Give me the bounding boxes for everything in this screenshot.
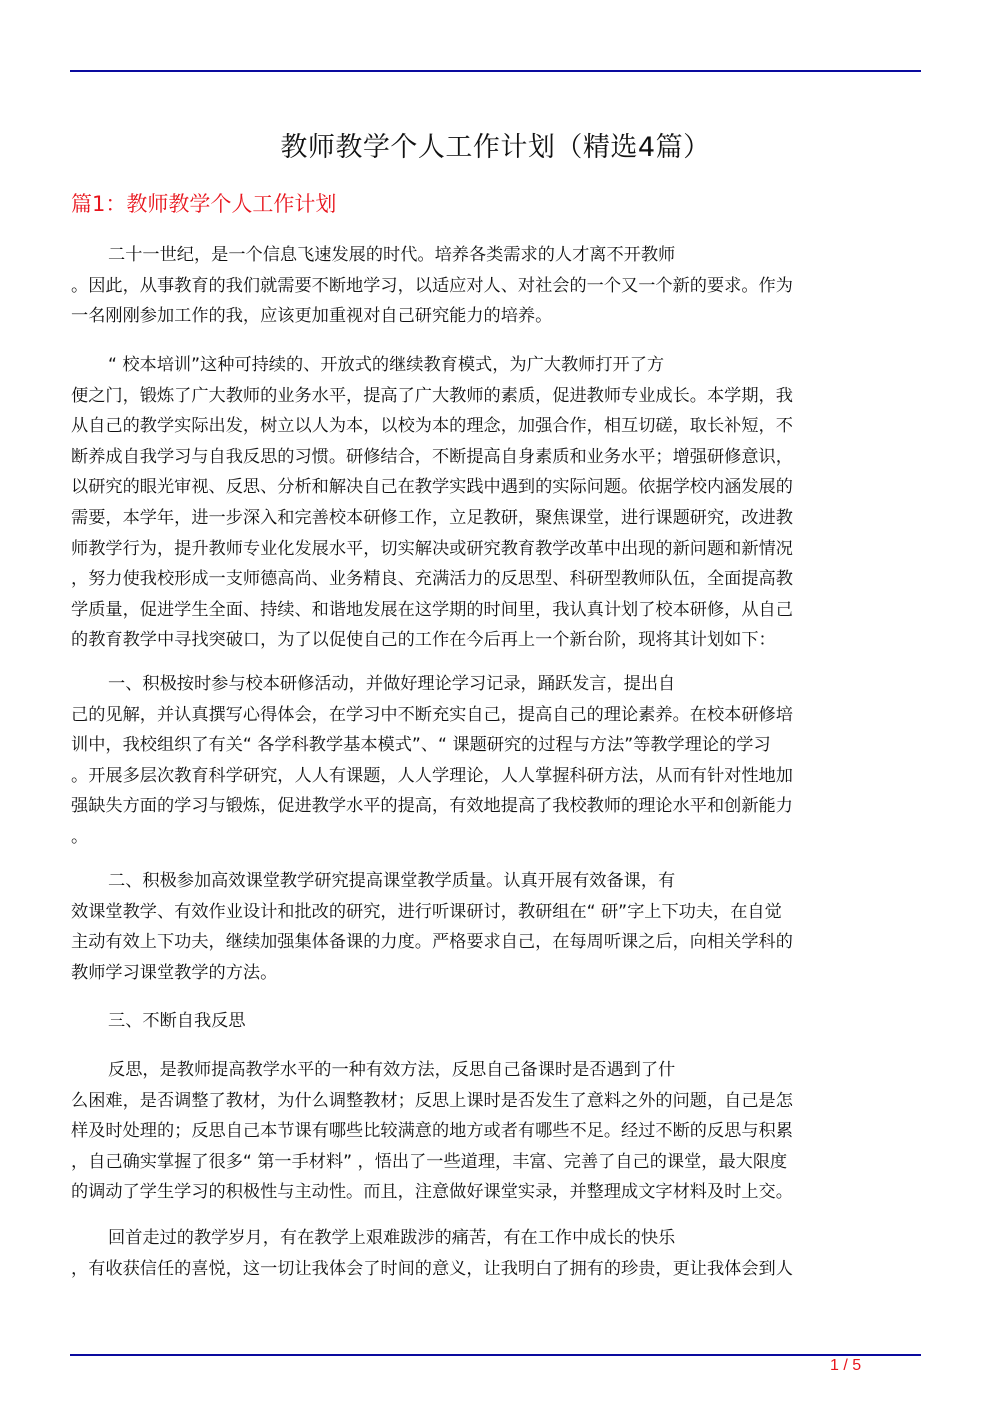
text-line: “ 校本培训”这种可持续的、开放式的继续教育模式，为广大教师打开了方 bbox=[108, 355, 665, 375]
text-line: 从自己的教学实际出发，树立以人为本，以校为本的理念，加强合作，相互切磋，取长补短，不 bbox=[71, 416, 793, 437]
text-line: 。 bbox=[71, 826, 89, 847]
text-line: 以研究的眼光审视、反思、分析和解决自己在教学实践中遇到的实际问题。依据学校内涵发展的 bbox=[71, 477, 793, 498]
text-line: 教师学习课堂教学的方法。 bbox=[71, 962, 278, 983]
paragraph-point-two bbox=[71, 866, 913, 988]
text-line: 。开展多层次教育科学研究，人人有课题，人人学理论，人人掌握科研方法，从而有针对性地加 bbox=[71, 765, 793, 786]
text-line: 二、积极参加高效课堂教学研究提高课堂教学质量。认真开展有效备课，有 bbox=[108, 871, 676, 891]
paragraph-point-three-heading bbox=[71, 1006, 913, 1037]
text-line: 的教育教学中寻找突破口，为了以促使自己的工作在今后再上一个新台阶，现将其计划如下： bbox=[71, 630, 776, 651]
text-line: 强缺失方面的学习与锻炼，促进教学水平的提高，有效地提高了我校教师的理论水平和创新能力 bbox=[71, 796, 793, 817]
section-heading: 篇1：教师教学个人工作计划 bbox=[71, 192, 337, 216]
text-line: 的调动了学生学习的积极性与主动性。而且，注意做好课堂实录，并整理成文字材料及时上交。 bbox=[71, 1182, 793, 1203]
text-line: 己的见解，并认真撰写心得体会，在学习中不断充实自己，提高自己的理论素养。在校本研修培 bbox=[71, 704, 793, 725]
paragraph-intro bbox=[71, 240, 913, 332]
document-title: 教师教学个人工作计划（精选4篇） bbox=[280, 132, 711, 163]
text-line: 二十一世纪，是一个信息飞速发展的时代。培养各类需求的人才离不开教师 bbox=[108, 245, 676, 265]
text-line: 反思，是教师提高教学水平的一种有效方法，反思自己备课时是否遇到了什 bbox=[108, 1060, 676, 1080]
text-line: 需要，本学年，进一步深入和完善校本研修工作，立足教研，聚焦课堂，进行课题研究，改进教 bbox=[71, 507, 793, 528]
text-line: 三、不断自我反思 bbox=[108, 1011, 246, 1031]
footer-rule bbox=[70, 1354, 921, 1356]
text-line: ，努力使我校形成一支师德高尚、业务精良、充满活力的反思型、科研型教师队伍，全面提高教 bbox=[71, 569, 793, 590]
text-line: 师教学行为，提升教师专业化发展水平，切实解决或研究教育教学改革中出现的新问题和新情况 bbox=[71, 538, 793, 559]
text-line: 样及时处理的；反思自己本节课有哪些比较满意的地方或者有哪些不足。经过不断的反思与积累 bbox=[71, 1121, 793, 1142]
paragraph-looking-back bbox=[71, 1223, 913, 1284]
paragraph-school-training bbox=[71, 350, 913, 656]
text-line: 回首走过的教学岁月，有在教学上艰难跋涉的痛苦，有在工作中成长的快乐 bbox=[108, 1228, 676, 1248]
text-line: 。因此，从事教育的我们就需要不断地学习，以适应对人、对社会的一个又一个新的要求。作为 bbox=[71, 275, 793, 296]
text-line: 一、积极按时参与校本研修活动，并做好理论学习记录，踊跃发言，提出自 bbox=[108, 674, 676, 694]
text-line: ，自己确实掌握了很多“ 第一手材料” ，悟出了一些道理，丰富、完善了自己的课堂，最大限度 bbox=[71, 1151, 788, 1172]
text-line: 断养成自我学习与自我反思的习惯。研修结合，不断提高自身素质和业务水平；增强研修意识， bbox=[71, 446, 793, 467]
text-line: 主动有效上下功夫，继续加强集体备课的力度。严格要求自己，在每周听课之后，向相关学科的 bbox=[71, 932, 793, 953]
text-line: 训中，我校组织了有关“ 各学科教学基本模式”、“ 课题研究的过程与方法”等教学理论的学习 bbox=[71, 735, 771, 756]
page-number: 1 / 5 bbox=[830, 1357, 862, 1374]
text-line: 么困难，是否调整了教材，为什么调整教材；反思上课时是否发生了意料之外的问题，自己是怎 bbox=[71, 1090, 793, 1111]
text-line: 学质量，促进学生全面、持续、和谐地发展在这学期的时间里，我认真计划了校本研修，从自己 bbox=[71, 599, 793, 620]
text-line: ，有收获信任的喜悦，这一切让我体会了时间的意义，让我明白了拥有的珍贵，更让我体会到人 bbox=[71, 1258, 793, 1279]
text-line: 效课堂教学、有效作业设计和批改的研究，进行听课研讨，教研组在“ 研”字上下功夫，在自觉 bbox=[71, 901, 782, 922]
paragraph-point-one bbox=[71, 669, 913, 853]
text-line: 一名刚刚参加工作的我，应该更加重视对自己研究能力的培养。 bbox=[71, 306, 553, 327]
paragraph-reflection bbox=[71, 1055, 913, 1208]
text-line: 便之门，锻炼了广大教师的业务水平，提高了广大教师的素质，促进教师专业成长。本学期，我 bbox=[71, 385, 793, 406]
header-rule bbox=[70, 70, 921, 72]
